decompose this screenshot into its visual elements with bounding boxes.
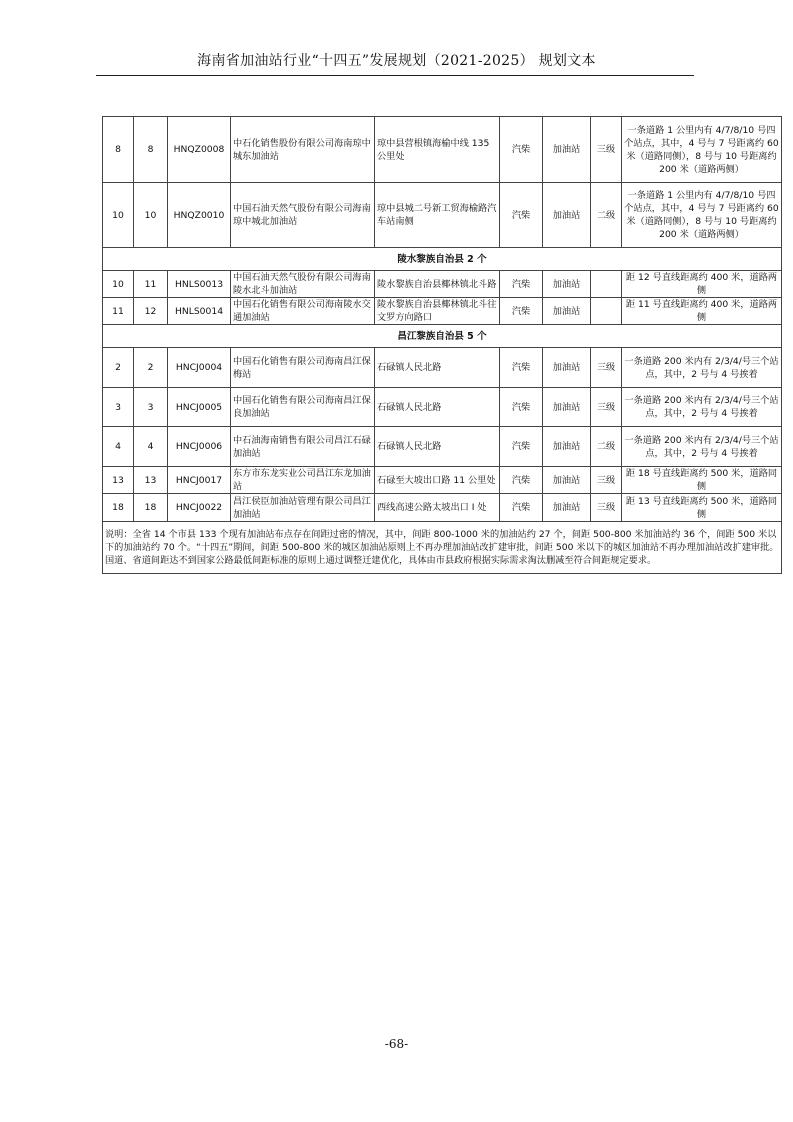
station-kind-cell: 加油站 xyxy=(543,348,591,388)
station-kind-cell: 加油站 xyxy=(543,271,591,298)
row-no-cell: 3 xyxy=(103,388,134,427)
station-level-cell: 三级 xyxy=(591,467,622,494)
station-name-cell: 中国石化销售有限公司海南陵水交通加油站 xyxy=(231,298,375,325)
station-address-cell: 陵水黎族自治县椰林镇北斗往文罗方向路口 xyxy=(375,298,500,325)
station-spacing-table xyxy=(102,116,782,574)
station-kind-cell: 加油站 xyxy=(543,467,591,494)
table-row xyxy=(103,298,782,325)
table-row xyxy=(103,494,782,522)
row-no-cell: 13 xyxy=(103,467,134,494)
table-row xyxy=(103,117,782,183)
row-index-cell: 13 xyxy=(134,467,168,494)
station-level-cell xyxy=(591,298,622,325)
station-kind-cell: 加油站 xyxy=(543,298,591,325)
station-code-cell: HNCJ0022 xyxy=(168,494,231,522)
row-no-cell: 8 xyxy=(103,117,134,183)
station-code-cell: HNCJ0017 xyxy=(168,467,231,494)
station-name-cell: 中国石化销售有限公司海南昌江保良加油站 xyxy=(231,388,375,427)
row-no-cell: 10 xyxy=(103,183,134,248)
row-no-cell: 18 xyxy=(103,494,134,522)
spacing-note-cell: 一条道路 200 米内有 2/3/4/号三个站点，其中，2 号与 4 号挨着 xyxy=(622,388,782,427)
page-header: 海南省加油站行业“十四五”发展规划（2021-2025） 规划文本 xyxy=(197,53,596,69)
station-code-cell: HNQZ0008 xyxy=(168,117,231,183)
spacing-note-cell: 距 18 号直线距离约 500 米，道路同侧 xyxy=(622,467,782,494)
station-name-cell: 昌江侯臣加油站管理有限公司昌江加油站 xyxy=(231,494,375,522)
section-label: 陵水黎族自治县 2 个 xyxy=(103,248,782,271)
station-address-cell: 石碌镇人民北路 xyxy=(375,388,500,427)
station-address-cell: 陵水黎族自治县椰林镇北斗路 xyxy=(375,271,500,298)
header-divider xyxy=(96,75,694,76)
station-level-cell: 二级 xyxy=(591,183,622,248)
station-kind-cell: 加油站 xyxy=(543,494,591,522)
spacing-note-cell: 一条道路 1 公里内有 4/7/8/10 号四个站点，其中，4 号与 7 号距离约 60 米（道路同侧），8 号与 10 号距离约 200 米（道路两侧） xyxy=(622,117,782,183)
row-no-cell: 10 xyxy=(103,271,134,298)
row-no-cell: 4 xyxy=(103,427,134,467)
station-name-cell: 中国石油天然气股份有限公司海南陵水北斗加油站 xyxy=(231,271,375,298)
row-no-cell: 11 xyxy=(103,298,134,325)
fuel-type-cell: 汽柴 xyxy=(500,467,543,494)
station-level-cell: 二级 xyxy=(591,427,622,467)
section-header-row xyxy=(103,248,782,271)
station-name-cell: 中石化销售股份有限公司海南琼中城东加油站 xyxy=(231,117,375,183)
station-kind-cell: 加油站 xyxy=(543,388,591,427)
station-name-cell: 中国石油天然气股份有限公司海南琼中城北加油站 xyxy=(231,183,375,248)
fuel-type-cell: 汽柴 xyxy=(500,427,543,467)
station-code-cell: HNCJ0006 xyxy=(168,427,231,467)
footnote-text: 说明：全省 14 个市县 133 个现有加油站布点存在间距过密的情况，其中，间距 800-1000 米的加油站约 27 个，间距 500-800 米加油站约 36 个，间距 500 米以下的加油站约 70 个。“十四五”期间，间距 500-800 米的城区加油站原则上不再办理加油站改扩建审批，间距 500 米以下的城区加油站不再办理加油站改扩建审批。国道、省道间距达不到国家公路最低间距标准的原则上通过调整迁建优化，具体由市县政府根据实际需求淘汰删减至符合间距规定要求。 xyxy=(103,522,782,574)
section-header-row xyxy=(103,325,782,348)
station-code-cell: HNLS0014 xyxy=(168,298,231,325)
spacing-note-cell: 一条道路 200 米内有 2/3/4/号三个站点，其中，2 号与 4 号挨着 xyxy=(622,427,782,467)
row-index-cell: 3 xyxy=(134,388,168,427)
station-code-cell: HNCJ0005 xyxy=(168,388,231,427)
table-row xyxy=(103,467,782,494)
fuel-type-cell: 汽柴 xyxy=(500,298,543,325)
row-index-cell: 8 xyxy=(134,117,168,183)
station-name-cell: 中石油海南销售有限公司昌江石碌加油站 xyxy=(231,427,375,467)
row-index-cell: 11 xyxy=(134,271,168,298)
station-address-cell: 石碌至大坡出口路 11 公里处 xyxy=(375,467,500,494)
section-label: 昌江黎族自治县 5 个 xyxy=(103,325,782,348)
station-code-cell: HNQZ0010 xyxy=(168,183,231,248)
station-kind-cell: 加油站 xyxy=(543,117,591,183)
spacing-note-cell: 距 11 号直线距离约 400 米，道路两侧 xyxy=(622,298,782,325)
table-row xyxy=(103,427,782,467)
table-row xyxy=(103,348,782,388)
fuel-type-cell: 汽柴 xyxy=(500,348,543,388)
station-level-cell: 三级 xyxy=(591,117,622,183)
station-address-cell: 琼中县营根镇海榆中线 135 公里处 xyxy=(375,117,500,183)
footnote-row xyxy=(103,522,782,574)
station-address-cell: 石碌镇人民北路 xyxy=(375,348,500,388)
spacing-note-cell: 一条道路 1 公里内有 4/7/8/10 号四个站点，其中，4 号与 7 号距离约 60 米（道路同侧），8 号与 10 号距离约 200 米（道路两侧） xyxy=(622,183,782,248)
station-kind-cell: 加油站 xyxy=(543,427,591,467)
station-address-cell: 石碌镇人民北路 xyxy=(375,427,500,467)
station-address-cell: 西线高速公路太坡出口 I 处 xyxy=(375,494,500,522)
station-level-cell xyxy=(591,271,622,298)
station-name-cell: 东方市东龙实业公司昌江东龙加油站 xyxy=(231,467,375,494)
station-level-cell: 三级 xyxy=(591,348,622,388)
row-index-cell: 18 xyxy=(134,494,168,522)
fuel-type-cell: 汽柴 xyxy=(500,494,543,522)
spacing-note-cell: 一条道路 200 米内有 2/3/4/号三个站点，其中，2 号与 4 号挨着 xyxy=(622,348,782,388)
station-level-cell: 三级 xyxy=(591,494,622,522)
row-index-cell: 12 xyxy=(134,298,168,325)
station-code-cell: HNLS0013 xyxy=(168,271,231,298)
fuel-type-cell: 汽柴 xyxy=(500,388,543,427)
fuel-type-cell: 汽柴 xyxy=(500,117,543,183)
station-code-cell: HNCJ0004 xyxy=(168,348,231,388)
station-address-cell: 琼中县城二号新工贸海榆路汽车站南侧 xyxy=(375,183,500,248)
table-row xyxy=(103,388,782,427)
row-no-cell: 2 xyxy=(103,348,134,388)
fuel-type-cell: 汽柴 xyxy=(500,271,543,298)
station-name-cell: 中国石化销售有限公司海南昌江保梅站 xyxy=(231,348,375,388)
spacing-note-cell: 距 12 号直线距离约 400 米，道路两侧 xyxy=(622,271,782,298)
row-index-cell: 2 xyxy=(134,348,168,388)
row-index-cell: 10 xyxy=(134,183,168,248)
station-kind-cell: 加油站 xyxy=(543,183,591,248)
table-row xyxy=(103,271,782,298)
table-row xyxy=(103,183,782,248)
station-level-cell: 三级 xyxy=(591,388,622,427)
page-number: -68- xyxy=(384,1037,409,1051)
spacing-note-cell: 距 13 号直线距离约 500 米，道路同侧 xyxy=(622,494,782,522)
row-index-cell: 4 xyxy=(134,427,168,467)
fuel-type-cell: 汽柴 xyxy=(500,183,543,248)
